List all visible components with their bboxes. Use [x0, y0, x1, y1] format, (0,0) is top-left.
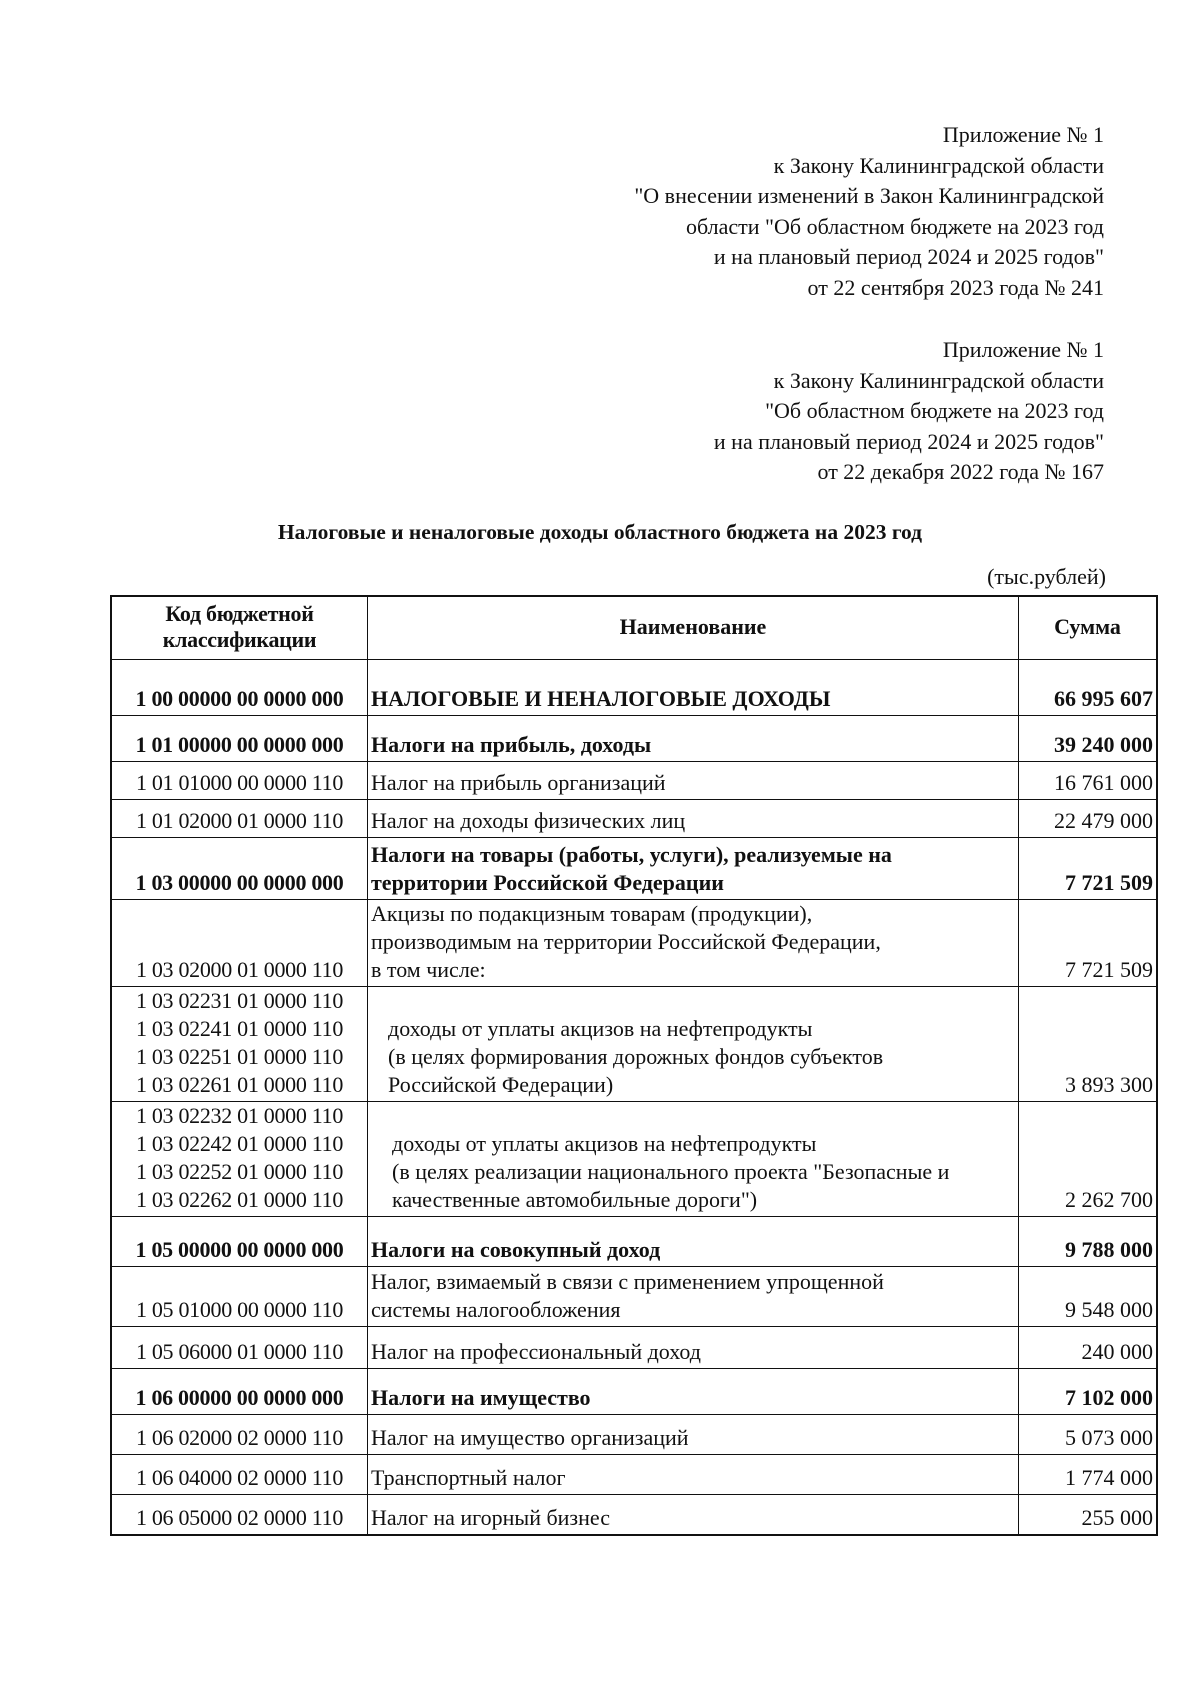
- cell-name: [368, 1369, 1019, 1415]
- cell-sum: 240 000: [1019, 1327, 1158, 1369]
- code-line: 1 06 05000 02 0000 110: [135, 1504, 344, 1530]
- table-row: [111, 762, 1157, 800]
- name-line: Акцизы по подакцизным товарам (продукции),: [371, 901, 813, 926]
- code-line: 1 03 02251 01 0000 110: [135, 1044, 344, 1069]
- cell-code: [111, 800, 368, 838]
- cell-sum: 2 262 700: [1019, 1102, 1158, 1217]
- code-line: 1 06 04000 02 0000 110: [135, 1465, 344, 1490]
- revenue-table: [110, 595, 1158, 1536]
- code-line: 1 03 02231 01 0000 110: [135, 988, 344, 1013]
- table-row: [111, 1495, 1157, 1535]
- table-row: [111, 716, 1157, 762]
- cell-sum: 7 721 509: [1019, 838, 1158, 900]
- code-line: 1 06 00000 00 0000 000: [135, 1385, 344, 1410]
- name-line: Транспортный налог: [371, 1465, 566, 1490]
- name-line: производимым на территории Российской Федерации,: [371, 929, 881, 954]
- cell-name: [368, 1327, 1019, 1369]
- cell-code: [111, 1455, 368, 1495]
- header-line: к Закону Калининградской области: [773, 367, 1104, 393]
- header-line: от 22 декабря 2022 года № 167: [817, 459, 1104, 484]
- code-line: 1 01 01000 00 0000 110: [135, 770, 344, 795]
- name-line: Налоги на имущество: [371, 1385, 591, 1410]
- cell-name: [368, 838, 1019, 900]
- units-label: (тыс.рублей): [987, 564, 1106, 589]
- cell-name: [368, 1267, 1019, 1327]
- name-line: в том числе:: [371, 957, 486, 982]
- code-line: 1 03 02261 01 0000 110: [135, 1072, 344, 1097]
- cell-sum: 22 479 000: [1019, 800, 1158, 838]
- cell-name: [368, 1415, 1019, 1455]
- cell-name: [368, 716, 1019, 762]
- code-line: 1 03 02242 01 0000 110: [135, 1131, 344, 1156]
- cell-name: [368, 1495, 1019, 1535]
- table-row: [111, 900, 1157, 987]
- table-row: [111, 838, 1157, 900]
- cell-sum: 16 761 000: [1019, 762, 1158, 800]
- cell-code: [111, 838, 368, 900]
- cell-name: [368, 762, 1019, 800]
- cell-name: [368, 900, 1019, 987]
- table-row: [111, 660, 1157, 716]
- table-row: [111, 1267, 1157, 1327]
- cell-sum: 255 000: [1019, 1495, 1158, 1535]
- cell-name: [368, 1455, 1019, 1495]
- cell-code: [111, 1102, 368, 1217]
- name-line: Налог, взимаемый в связи с применением упрощенной: [371, 1269, 884, 1294]
- cell-code: [111, 987, 368, 1102]
- cell-code: [111, 716, 368, 762]
- cell-name: [368, 660, 1019, 716]
- table-row: [111, 1415, 1157, 1455]
- cell-name: [368, 1217, 1019, 1267]
- header-line: и на плановый период 2024 и 2025 годов": [713, 428, 1104, 454]
- code-line: 1 01 00000 00 0000 000: [135, 732, 344, 757]
- cell-code: [111, 1267, 368, 1327]
- table-row: [111, 1217, 1157, 1267]
- code-line: 1 01 02000 01 0000 110: [135, 808, 344, 833]
- header-line: от 22 сентября 2023 года № 241: [807, 274, 1104, 300]
- name-line: Налог на имущество организаций: [371, 1425, 689, 1450]
- code-line: 1 03 02241 01 0000 110: [135, 1016, 344, 1041]
- table-row: [111, 1455, 1157, 1495]
- cell-sum: 66 995 607: [1019, 660, 1158, 716]
- cell-sum: 7 102 000: [1019, 1369, 1158, 1415]
- header-line: "О внесении изменений в Закон Калининградской: [634, 183, 1104, 208]
- cell-sum: 9 788 000: [1019, 1217, 1158, 1267]
- cell-name: [368, 800, 1019, 838]
- cell-sum: 39 240 000: [1019, 716, 1158, 762]
- header-line: области "Об областном бюджете на 2023 год: [686, 213, 1104, 239]
- code-line: 1 00 00000 00 0000 000: [135, 686, 344, 711]
- header-original-block: [714, 335, 1104, 488]
- name-line: (в целях формирования дорожных фондов субъектов: [388, 1044, 884, 1069]
- header-line: "Об областном бюджете на 2023 год: [765, 398, 1104, 423]
- table-row: [111, 800, 1157, 838]
- header-sum: Сумма: [1019, 596, 1158, 660]
- cell-code: [111, 1217, 368, 1267]
- header-code: Код бюджетной классификации: [111, 596, 368, 660]
- table-row: [111, 987, 1157, 1102]
- name-line: территории Российской Федерации: [371, 870, 724, 895]
- table-row: [111, 1102, 1157, 1217]
- code-line: 1 05 06000 01 0000 110: [135, 1339, 344, 1364]
- table-body: [111, 660, 1157, 1535]
- cell-code: [111, 900, 368, 987]
- name-line: Налог на игорный бизнес: [371, 1504, 610, 1530]
- cell-name: [368, 987, 1019, 1102]
- header-name: Наименование: [368, 596, 1019, 660]
- document-title: Налоговые и неналоговые доходы областного бюджета на 2023 год: [277, 520, 923, 544]
- code-line: 1 06 02000 02 0000 110: [135, 1425, 344, 1450]
- header-line: и на плановый период 2024 и 2025 годов": [713, 244, 1104, 269]
- cell-code: [111, 1415, 368, 1455]
- cell-code: [111, 1495, 368, 1535]
- code-line: 1 05 00000 00 0000 000: [135, 1237, 344, 1262]
- header-line: к Закону Калининградской области: [773, 152, 1104, 178]
- name-line: Налоги на прибыль, доходы: [371, 732, 652, 757]
- code-line: 1 03 02232 01 0000 110: [135, 1103, 344, 1128]
- table-row: [111, 1327, 1157, 1369]
- name-line: Налог на доходы физических лиц: [371, 808, 686, 833]
- cell-code: [111, 762, 368, 800]
- header-line: Приложение № 1: [942, 337, 1104, 362]
- cell-sum: 7 721 509: [1019, 900, 1158, 987]
- header-line: Приложение № 1: [942, 122, 1104, 147]
- cell-code: [111, 660, 368, 716]
- name-line: Налоги на совокупный доход: [371, 1237, 661, 1262]
- header-amendment-block: [634, 120, 1104, 303]
- cell-name: [368, 1102, 1019, 1217]
- name-line: (в целях реализации национального проекта "Безопасные и: [392, 1159, 950, 1184]
- cell-code: [111, 1369, 368, 1415]
- cell-sum: 5 073 000: [1019, 1415, 1158, 1455]
- name-line: Налоги на товары (работы, услуги), реализуемые на: [371, 842, 892, 867]
- cell-code: [111, 1327, 368, 1369]
- name-line: НАЛОГОВЫЕ И НЕНАЛОГОВЫЕ ДОХОДЫ: [371, 686, 831, 711]
- name-line: качественные автомобильные дороги"): [392, 1187, 758, 1212]
- code-line: 1 03 02262 01 0000 110: [135, 1187, 344, 1212]
- table-header-row: [111, 596, 1157, 660]
- name-line: доходы от уплаты акцизов на нефтепродукты: [388, 1016, 813, 1041]
- code-line: 1 03 00000 00 0000 000: [135, 870, 344, 895]
- code-line: 1 03 02252 01 0000 110: [135, 1159, 344, 1184]
- name-line: Налог на профессиональный доход: [371, 1339, 701, 1364]
- code-line: 1 05 01000 00 0000 110: [135, 1297, 344, 1322]
- name-line: системы налогообложения: [371, 1297, 621, 1322]
- name-line: Налог на прибыль организаций: [371, 770, 666, 795]
- cell-sum: 1 774 000: [1019, 1455, 1158, 1495]
- cell-sum: 3 893 300: [1019, 987, 1158, 1102]
- cell-sum: 9 548 000: [1019, 1267, 1158, 1327]
- name-line: Российской Федерации): [388, 1072, 614, 1097]
- table-row: [111, 1369, 1157, 1415]
- code-line: 1 03 02000 01 0000 110: [135, 957, 344, 982]
- name-line: доходы от уплаты акцизов на нефтепродукты: [392, 1131, 817, 1156]
